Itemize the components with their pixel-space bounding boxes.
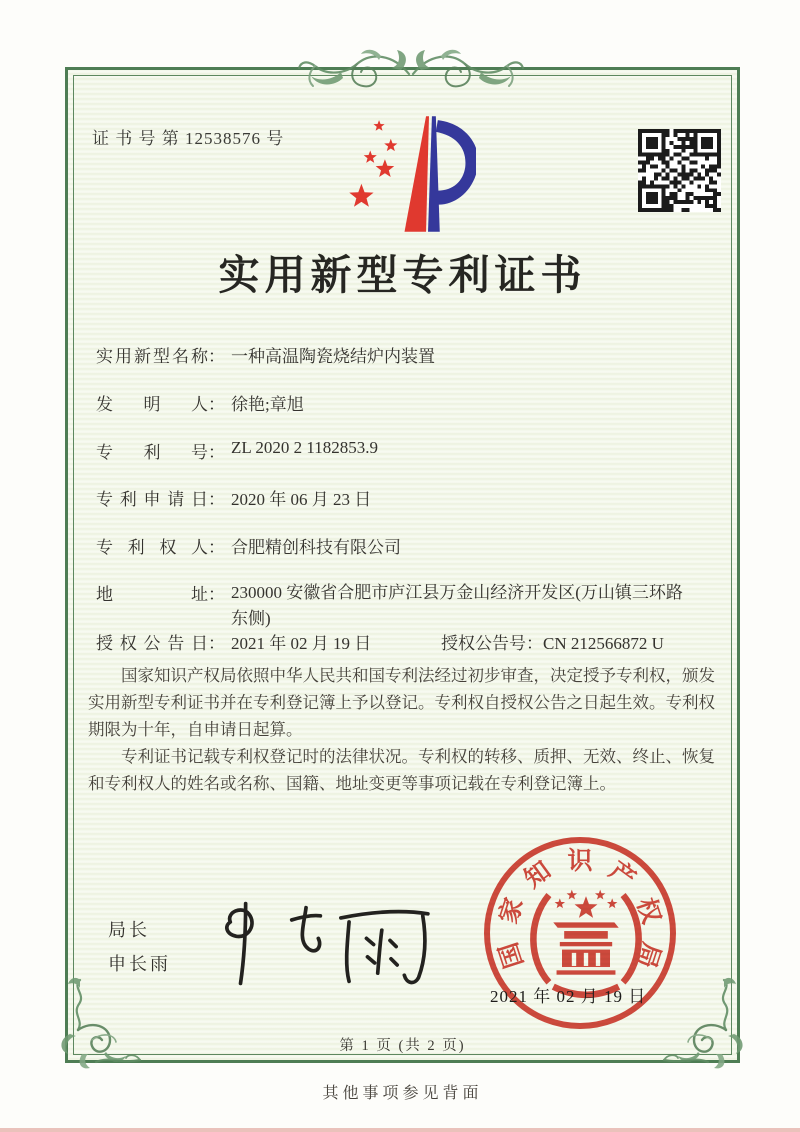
cnipa-logo-icon <box>334 110 476 238</box>
field-colon: ： <box>208 634 225 653</box>
field-colon: ： <box>208 347 225 366</box>
grant-no-pair <box>441 629 664 654</box>
director-title: 局长 <box>108 920 150 940</box>
field-value: 一种高温陶瓷烧结炉内装置 <box>231 347 435 366</box>
certificate-title: 实用新型专利证书 <box>218 252 587 298</box>
field-row-patentee <box>96 533 401 558</box>
legal-text <box>88 662 720 797</box>
field-colon: ： <box>208 585 225 604</box>
qr-code <box>638 129 721 212</box>
field-label: 发明人 <box>96 395 208 414</box>
field-value: 合肥精创科技有限公司 <box>231 538 401 557</box>
scan-edge-strip <box>0 1128 800 1132</box>
field-colon: ： <box>208 490 225 509</box>
field-value: 徐艳;章旭 <box>231 395 304 414</box>
field-label: 授权公告日 <box>96 634 208 653</box>
back-side-note: 其他事项参见背面 <box>322 1085 483 1102</box>
cnipa-seal-chars: 国 家 知 识 产 权 局 <box>495 848 665 972</box>
seal-date: 2021 年 02 月 19 日 <box>490 987 647 1006</box>
top-center-flourish-icon <box>296 36 526 100</box>
field-label: 地址 <box>96 585 208 604</box>
legal-paragraph-1: 国家知识产权局依照中华人民共和国专利法经过初步审查，决定授予专利权，颁发实用新型专利证书并在专利登记簿上予以登记。专利权自授权公告之日起生效。专利权期限为十年，自申请日起算。 <box>88 666 715 739</box>
field-label: 实用新型名称 <box>96 347 208 366</box>
field-colon: ： <box>208 443 225 462</box>
field-label: 专利权人 <box>96 538 208 557</box>
field-colon: ： <box>208 395 225 414</box>
director-name: 申长雨 <box>108 954 171 974</box>
field-row-inventor <box>96 390 304 415</box>
field-colon: ： <box>208 538 225 557</box>
field-value: 230000 安徽省合肥市庐江县万金山经济开发区(万山镇三环路东侧) <box>231 583 683 628</box>
field-label: 专利申请日 <box>96 490 208 509</box>
field-row-filing-date <box>96 485 371 510</box>
field-row-address <box>96 580 693 632</box>
field-label: 专利号 <box>96 443 208 462</box>
field-row-name <box>96 342 435 367</box>
field-row-patent-no <box>96 438 378 463</box>
field-value: ZL 2020 2 1182853.9 <box>231 438 379 457</box>
bottom-left-flourish-icon <box>52 976 144 1072</box>
grant-no-value: CN 212566872 U <box>543 634 664 653</box>
legal-paragraph-2: 专利证书记载专利权登记时的法律状况。专利权的转移、质押、无效、终止、恢复和专利权人的姓名或名称、国籍、地址变更等事项记载在专利登记簿上。 <box>88 747 715 793</box>
bottom-right-flourish-icon <box>660 976 752 1072</box>
field-colon: ： <box>526 634 543 653</box>
director-signature-icon <box>218 898 433 990</box>
grant-date-value: 2021 年 02 月 19 日 <box>231 634 372 653</box>
page-indicator: 第 1 页 (共 2 页) <box>339 1038 466 1054</box>
field-value: 2020 年 06 月 23 日 <box>231 490 372 509</box>
field-row-grant <box>96 629 736 654</box>
certificate-number: 证 书 号 第 12538576 号 <box>92 129 285 148</box>
grant-no-label: 授权公告号 <box>441 634 526 653</box>
